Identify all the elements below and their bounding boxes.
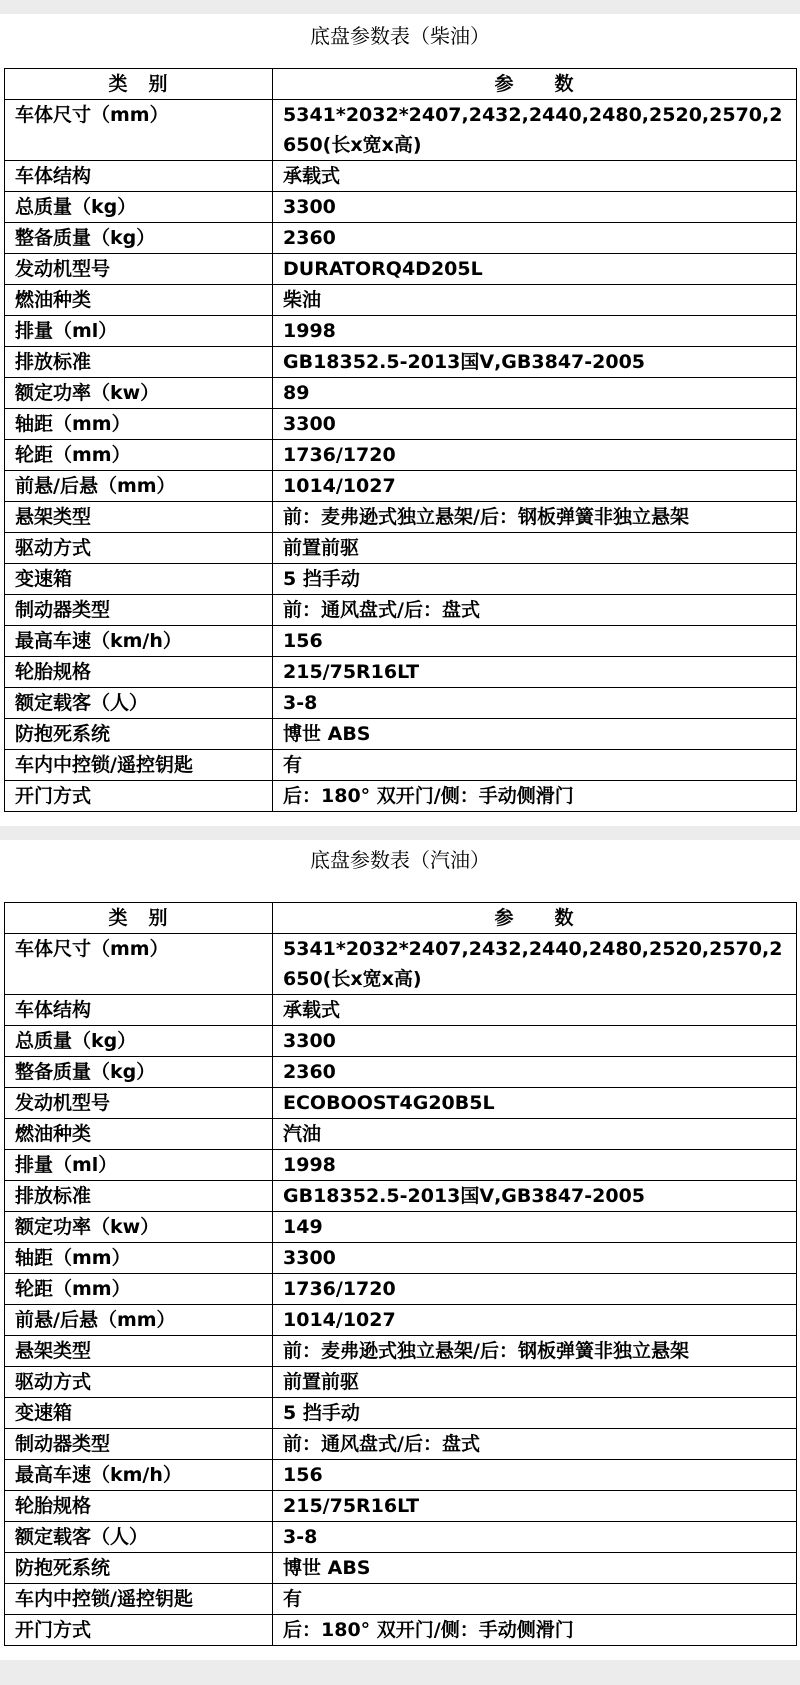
row-value: 5 挡手动 (273, 1398, 797, 1429)
row-label: 悬架类型 (5, 1336, 273, 1367)
table-row (5, 161, 797, 192)
row-label: 总质量（kg） (5, 1026, 273, 1057)
row-value: 博世 ABS (273, 719, 797, 750)
table-row (5, 316, 797, 347)
table-row (5, 995, 797, 1026)
row-value: 3-8 (273, 1522, 797, 1553)
row-label: 燃油种类 (5, 1119, 273, 1150)
table-row (5, 1460, 797, 1491)
row-value: 有 (273, 750, 797, 781)
row-label: 额定载客（人） (5, 1522, 273, 1553)
table-row (5, 719, 797, 750)
table-row (5, 1088, 797, 1119)
spec-table-gasoline (4, 902, 797, 1646)
row-value: GB18352.5-2013国Ⅴ,GB3847-2005 (273, 1181, 797, 1212)
row-value: 156 (273, 1460, 797, 1491)
row-label: 车体结构 (5, 161, 273, 192)
row-value: 215/75R16LT (273, 1491, 797, 1522)
row-value: 有 (273, 1584, 797, 1615)
table-row (5, 502, 797, 533)
row-label: 车内中控锁/遥控钥匙 (5, 750, 273, 781)
row-value: 3300 (273, 409, 797, 440)
table-row (5, 1491, 797, 1522)
row-label: 开门方式 (5, 1615, 273, 1646)
row-label: 额定功率（kw） (5, 1212, 273, 1243)
row-value: 1014/1027 (273, 1305, 797, 1336)
row-label: 驱动方式 (5, 533, 273, 564)
header-param: 参 数 (273, 903, 797, 934)
row-value: 后：180° 双开门/侧：手动侧滑门 (273, 1615, 797, 1646)
row-label: 最高车速（km/h） (5, 626, 273, 657)
table-title-diesel: 底盘参数表（柴油） (310, 24, 490, 48)
row-value: 3300 (273, 1243, 797, 1274)
row-label: 车内中控锁/遥控钥匙 (5, 1584, 273, 1615)
row-value: 149 (273, 1212, 797, 1243)
row-label: 制动器类型 (5, 1429, 273, 1460)
row-label: 车体尺寸（mm） (5, 934, 273, 995)
row-value: 汽油 (273, 1119, 797, 1150)
row-label: 变速箱 (5, 564, 273, 595)
table-row (5, 409, 797, 440)
row-value: 前置前驱 (273, 1367, 797, 1398)
row-label: 轴距（mm） (5, 409, 273, 440)
row-label: 整备质量（kg） (5, 1057, 273, 1088)
table-row (5, 1119, 797, 1150)
row-label: 轮距（mm） (5, 440, 273, 471)
table-row (5, 1553, 797, 1584)
row-value: GB18352.5-2013国Ⅴ,GB3847-2005 (273, 347, 797, 378)
table-row (5, 192, 797, 223)
table-row (5, 1212, 797, 1243)
table-row (5, 471, 797, 502)
table-row (5, 440, 797, 471)
row-label: 防抱死系统 (5, 719, 273, 750)
row-label: 车体结构 (5, 995, 273, 1026)
table-header-row (5, 903, 797, 934)
row-label: 排量（ml） (5, 316, 273, 347)
row-label: 排量（ml） (5, 1150, 273, 1181)
row-value: 前：通风盘式/后：盘式 (273, 595, 797, 626)
table-row (5, 595, 797, 626)
row-label: 最高车速（km/h） (5, 1460, 273, 1491)
row-value: 89 (273, 378, 797, 409)
row-label: 防抱死系统 (5, 1553, 273, 1584)
row-value: 5341*2032*2407,2432,2440,2480,2520,2570,2650(长x宽x高) (273, 100, 797, 161)
row-label: 额定功率（kw） (5, 378, 273, 409)
table-row (5, 1305, 797, 1336)
row-label: 排放标准 (5, 347, 273, 378)
table-row (5, 1274, 797, 1305)
table-row (5, 100, 797, 161)
table-row (5, 1398, 797, 1429)
table-row (5, 781, 797, 812)
top-band (0, 0, 800, 14)
row-label: 前悬/后悬（mm） (5, 471, 273, 502)
header-category: 类 别 (5, 69, 273, 100)
row-value: 3300 (273, 1026, 797, 1057)
row-label: 排放标准 (5, 1181, 273, 1212)
table-row (5, 1522, 797, 1553)
row-value: 2360 (273, 223, 797, 254)
table-row (5, 285, 797, 316)
row-value: 2360 (273, 1057, 797, 1088)
row-label: 轴距（mm） (5, 1243, 273, 1274)
row-label: 轮胎规格 (5, 657, 273, 688)
table-row (5, 626, 797, 657)
row-label: 开门方式 (5, 781, 273, 812)
table-row (5, 1615, 797, 1646)
table-row (5, 223, 797, 254)
row-value: 1014/1027 (273, 471, 797, 502)
table-row (5, 750, 797, 781)
row-label: 制动器类型 (5, 595, 273, 626)
table-row (5, 1026, 797, 1057)
row-value: 博世 ABS (273, 1553, 797, 1584)
row-value: 156 (273, 626, 797, 657)
row-value: 前置前驱 (273, 533, 797, 564)
row-value: 215/75R16LT (273, 657, 797, 688)
table-row (5, 378, 797, 409)
table-row (5, 1429, 797, 1460)
row-value: 3-8 (273, 688, 797, 719)
row-value: 前：麦弗逊式独立悬架/后：钢板弹簧非独立悬架 (273, 502, 797, 533)
table-row (5, 1150, 797, 1181)
table-row (5, 657, 797, 688)
table-row (5, 533, 797, 564)
row-value: 承载式 (273, 161, 797, 192)
row-label: 发动机型号 (5, 254, 273, 285)
table-row (5, 1181, 797, 1212)
row-value: 前：麦弗逊式独立悬架/后：钢板弹簧非独立悬架 (273, 1336, 797, 1367)
row-value: 后：180° 双开门/侧：手动侧滑门 (273, 781, 797, 812)
row-label: 燃油种类 (5, 285, 273, 316)
row-label: 车体尺寸（mm） (5, 100, 273, 161)
row-value: 承载式 (273, 995, 797, 1026)
row-label: 额定载客（人） (5, 688, 273, 719)
table-header-row (5, 69, 797, 100)
spec-table-diesel (4, 68, 797, 812)
table-row (5, 1367, 797, 1398)
table-row (5, 564, 797, 595)
table-row (5, 1584, 797, 1615)
table-row (5, 347, 797, 378)
row-label: 变速箱 (5, 1398, 273, 1429)
row-label: 轮距（mm） (5, 1274, 273, 1305)
table-row (5, 688, 797, 719)
row-label: 整备质量（kg） (5, 223, 273, 254)
row-label: 轮胎规格 (5, 1491, 273, 1522)
separator-band (0, 826, 800, 840)
row-value: 柴油 (273, 285, 797, 316)
row-value: DURATORQ4D205L (273, 254, 797, 285)
row-label: 总质量（kg） (5, 192, 273, 223)
row-value: ECOBOOST4G20B5L (273, 1088, 797, 1119)
table-title-gasoline: 底盘参数表（汽油） (310, 848, 490, 872)
row-value: 前：通风盘式/后：盘式 (273, 1429, 797, 1460)
header-category: 类 别 (5, 903, 273, 934)
table-row (5, 1243, 797, 1274)
row-label: 发动机型号 (5, 1088, 273, 1119)
row-value: 1736/1720 (273, 440, 797, 471)
row-value: 1736/1720 (273, 1274, 797, 1305)
row-label: 悬架类型 (5, 502, 273, 533)
table-row (5, 1336, 797, 1367)
table-row (5, 934, 797, 995)
row-value: 5341*2032*2407,2432,2440,2480,2520,2570,2650(长x宽x高) (273, 934, 797, 995)
bottom-band (0, 1660, 800, 1685)
header-param: 参 数 (273, 69, 797, 100)
table-row (5, 1057, 797, 1088)
row-label: 前悬/后悬（mm） (5, 1305, 273, 1336)
table-row (5, 254, 797, 285)
row-label: 驱动方式 (5, 1367, 273, 1398)
row-value: 5 挡手动 (273, 564, 797, 595)
row-value: 3300 (273, 192, 797, 223)
row-value: 1998 (273, 1150, 797, 1181)
row-value: 1998 (273, 316, 797, 347)
